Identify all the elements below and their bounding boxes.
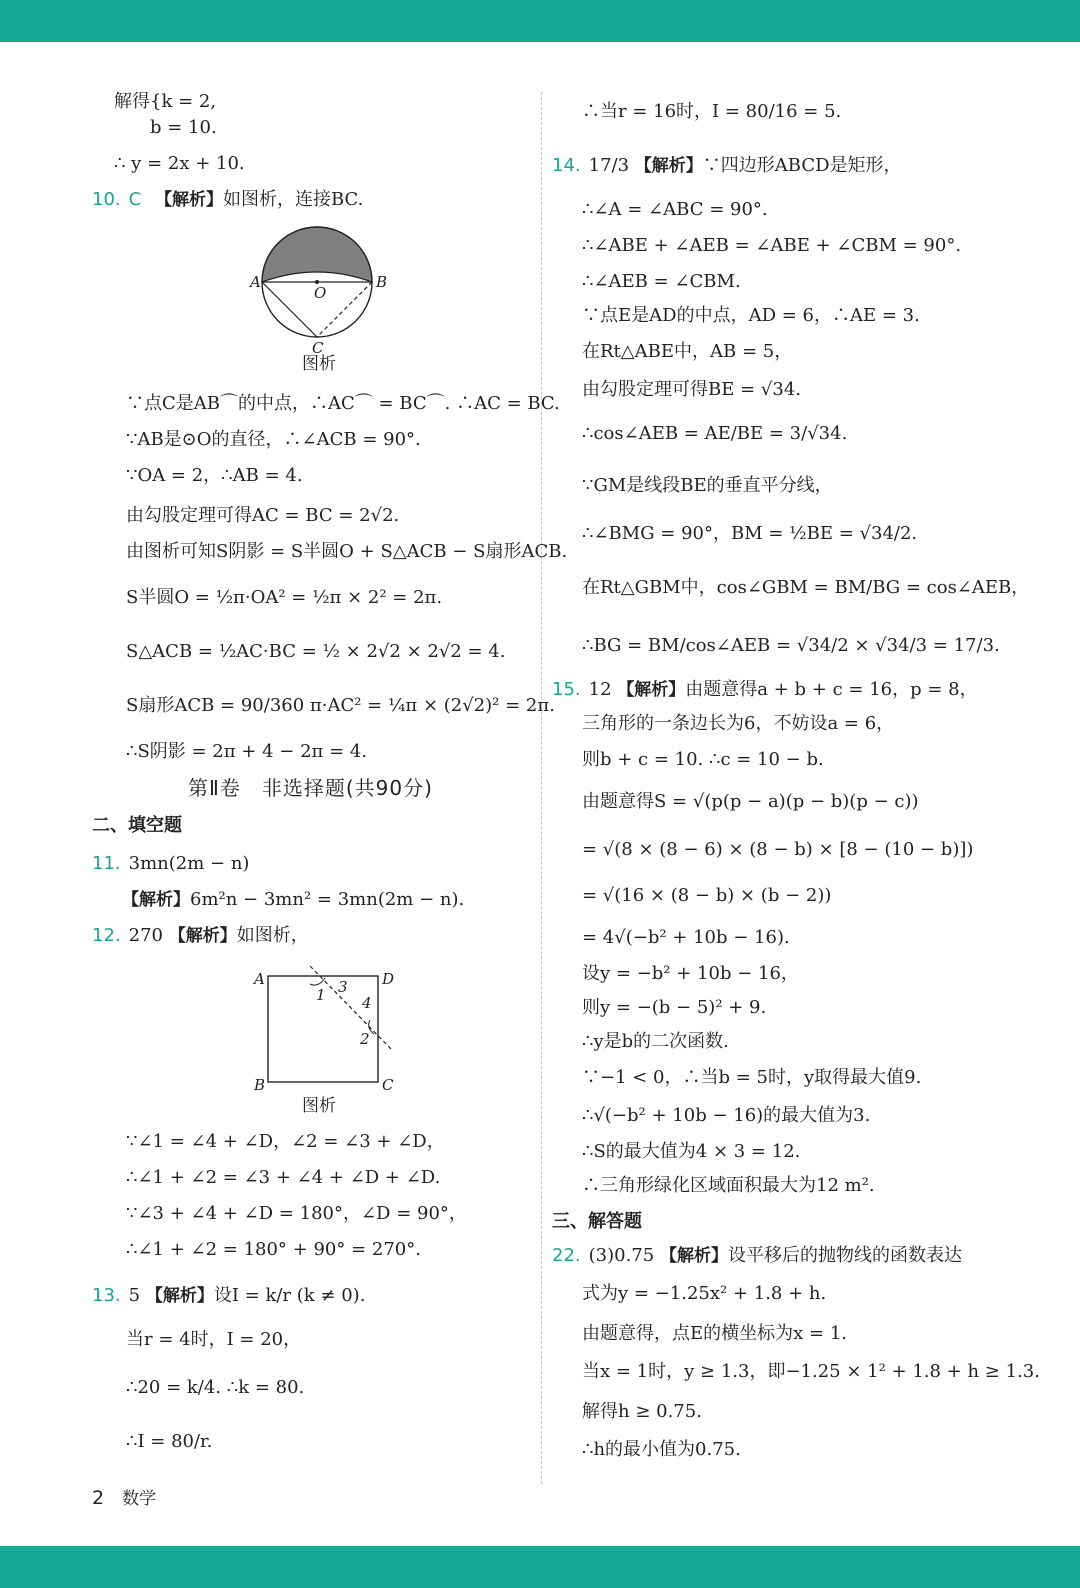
question-11 xyxy=(92,852,249,876)
solution-line: 当x = 1时，y ≥ 1.3，即−1.25 × 1² + 1.8 + h ≥ 1.3. xyxy=(582,1361,1040,1382)
solution-line: ∴S阴影 = 2π + 4 − 2π = 4. xyxy=(126,741,368,762)
solution-line: ∵AB是⊙O的直径，∴∠ACB = 90°. xyxy=(126,429,421,450)
solution-line: ∵GM是线段BE的垂直平分线， xyxy=(582,475,833,496)
label-c: C xyxy=(382,1076,394,1094)
solution-line: 解得h ≥ 0.75. xyxy=(582,1401,702,1422)
answer: 3mn(2m − n) xyxy=(128,853,250,874)
solution-line: ∵∠1 = ∠4 + ∠D，∠2 = ∠3 + ∠D， xyxy=(126,1131,445,1152)
solution-line: ∴BG = BM/cos∠AEB = √34/2 × √34/3 = 17/3. xyxy=(582,635,1000,656)
solution-line: ∴ y = 2x + 10. xyxy=(114,153,245,174)
solution-line: 在Rt△ABE中，AB = 5， xyxy=(582,341,793,362)
solution-line: ∴∠ABE + ∠AEB = ∠ABE + ∠CBM = 90°. xyxy=(582,235,962,256)
solution-line: = √(16 × (8 − b) × (b − 2)) xyxy=(582,885,832,906)
solution-line: ∵OA = 2，∴AB = 4. xyxy=(126,465,303,486)
answer: C xyxy=(128,189,142,210)
answer: 270 xyxy=(128,925,163,946)
section-heading: 三、解答题 xyxy=(552,1211,642,1232)
question-number: 11. xyxy=(92,853,121,874)
analysis-tag: 【解析】 xyxy=(154,190,223,210)
top-band xyxy=(0,0,1080,42)
question-12 xyxy=(92,924,309,948)
solution-line: ∴y是b的二次函数. xyxy=(582,1031,729,1052)
label-b: B xyxy=(254,1076,266,1094)
solution-line: ∵−1 < 0，∴当b = 5时，y取得最大值9. xyxy=(582,1067,922,1088)
answer: 12 xyxy=(588,679,612,700)
solution-line: = 4√(−b² + 10b − 16). xyxy=(582,927,790,948)
label-o: O xyxy=(314,284,327,302)
analysis-tag: 【解析】 xyxy=(617,680,686,700)
page-number: 2 xyxy=(92,1487,105,1509)
solution-line: 式为y = −1.25x² + 1.8 + h. xyxy=(582,1283,827,1304)
analysis-tag: 【解析】 xyxy=(634,156,703,176)
solution-line: ∵四边形ABCD是矩形， xyxy=(702,155,902,176)
circle-figure xyxy=(242,220,392,356)
solution-line: ∴√(−b² + 10b − 16)的最大值为3. xyxy=(582,1105,871,1126)
solution-line: b = 10. xyxy=(150,117,217,138)
label-1: 1 xyxy=(316,986,326,1004)
label-b: B xyxy=(376,273,388,291)
solution-line: 由图析可知S阴影 = S半圆O + S△ACB − S扇形ACB. xyxy=(126,541,568,562)
answer: (3)0.75 xyxy=(588,1245,655,1266)
question-number: 14. xyxy=(552,155,581,176)
solution-line: ∴∠AEB = ∠CBM. xyxy=(582,271,741,292)
fold-line xyxy=(310,966,395,1050)
solution-line: 设平移后的抛物线的函数表达 xyxy=(727,1245,962,1266)
solution-line: 在Rt△GBM中，cos∠GBM = BM/BG = cos∠AEB， xyxy=(582,577,1030,598)
solution-line: ∵点C是AB⌒的中点，∴AC⌒ = BC⌒. ∴AC = BC. xyxy=(126,393,560,414)
solution-line: ∴∠1 + ∠2 = 180° + 90° = 270°. xyxy=(126,1239,421,1260)
solution-line: ∵点E是AD的中点，AD = 6，∴AE = 3. xyxy=(582,305,920,326)
section-heading: 二、填空题 xyxy=(92,815,182,836)
label-d: D xyxy=(382,970,395,988)
label-4: 4 xyxy=(362,994,372,1012)
solution-line: S半圆O = ½π·OA² = ½π × 2² = 2π. xyxy=(126,587,443,608)
solution-line: 由勾股定理可得BE = √34. xyxy=(582,379,801,400)
solution-line: ∴S的最大值为4 × 3 = 12. xyxy=(582,1141,801,1162)
label-2: 2 xyxy=(360,1030,370,1048)
label-a: A xyxy=(254,970,265,988)
solution-line: 如图析， xyxy=(236,925,309,946)
label-3: 3 xyxy=(338,978,348,996)
question-number: 13. xyxy=(92,1285,121,1306)
analysis-tag: 【解析】 xyxy=(122,890,190,910)
solution-line: 解得{k = 2, xyxy=(114,91,217,112)
subject-label: 数学 xyxy=(122,1489,157,1509)
solution-line: ∴cos∠AEB = AE/BE = 3/√34. xyxy=(582,423,848,444)
question-13 xyxy=(92,1284,365,1308)
solution-line: ∴20 = k/4. ∴k = 80. xyxy=(126,1377,305,1398)
solution-line: 由题意得S = √(p(p − a)(p − b)(p − c)) xyxy=(582,791,919,812)
analysis-tag: 【解析】 xyxy=(168,926,237,946)
solution-line: S△ACB = ½AC·BC = ½ × 2√2 × 2√2 = 4. xyxy=(126,641,506,662)
solution-line: 设y = −b² + 10b − 16， xyxy=(582,963,799,984)
solution-line: ∴三角形绿化区域面积最大为12 m². xyxy=(582,1175,875,1196)
square-figure xyxy=(248,964,408,1094)
bottom-band xyxy=(0,1546,1080,1588)
solution-line: ∴∠BMG = 90°，BM = ½BE = √34/2. xyxy=(582,523,918,544)
solution-line: 三角形的一条边长为6，不妨设a = 6， xyxy=(582,713,895,734)
figure-caption: 图析 xyxy=(302,1096,336,1116)
analysis-tag: 【解析】 xyxy=(145,1286,214,1306)
section-title: 第Ⅱ卷 非选择题(共90分) xyxy=(188,776,433,800)
solution-line: ∴∠1 + ∠2 = ∠3 + ∠4 + ∠D + ∠D. xyxy=(126,1167,441,1188)
figure-caption: 图析 xyxy=(302,354,336,374)
solution-line: 由题意得a + b + c = 16，p = 8， xyxy=(685,679,978,700)
analysis-tag: 【解析】 xyxy=(659,1246,728,1266)
solution-line: 由勾股定理可得AC = BC = 2√2. xyxy=(126,505,400,526)
solution-line: 6m²n − 3mn² = 3mn(2m − n). xyxy=(190,889,465,910)
label-a: A xyxy=(250,273,261,291)
question-number: 12. xyxy=(92,925,121,946)
question-number: 10. xyxy=(92,189,121,210)
solution-line: 由题意得，点E的横坐标为x = 1. xyxy=(582,1323,847,1344)
chord-ac xyxy=(262,282,317,337)
question-10 xyxy=(92,188,363,212)
solution-line: ∴∠A = ∠ABC = 90°. xyxy=(582,199,768,220)
solution-line: ∴h的最小值为0.75. xyxy=(582,1439,741,1460)
solution-line: 则b + c = 10. ∴c = 10 − b. xyxy=(582,749,824,770)
question-15 xyxy=(552,678,978,702)
page-footer xyxy=(92,1484,156,1509)
solution-line: S扇形ACB = 90/360 π·AC² = ¼π × (2√2)² = 2π. xyxy=(126,695,555,716)
label-c: C xyxy=(312,339,324,356)
solution-line: 则y = −(b − 5)² + 9. xyxy=(582,997,767,1018)
angle-arc-1 xyxy=(310,978,325,985)
solution-line: 当r = 4时，I = 20， xyxy=(126,1329,302,1350)
question-22 xyxy=(552,1244,962,1268)
solution-line: ∵∠3 + ∠4 + ∠D = 180°，∠D = 90°， xyxy=(126,1203,467,1224)
solution-line: = √(8 × (8 − 6) × (8 − b) × [8 − (10 − b)]) xyxy=(582,839,974,860)
question-14 xyxy=(552,154,902,178)
question-11-analysis xyxy=(122,888,464,912)
solution-line: ∴当r = 16时，I = 80/16 = 5. xyxy=(582,101,842,122)
question-number: 15. xyxy=(552,679,581,700)
solution-line: 如图析，连接BC. xyxy=(222,189,364,210)
column-divider xyxy=(541,92,542,1484)
shaded-region xyxy=(262,227,372,282)
answer: 17/3 xyxy=(588,155,630,176)
solution-line: ∴I = 80/r. xyxy=(126,1431,213,1452)
question-number: 22. xyxy=(552,1245,581,1266)
solution-line: 设I = k/r (k ≠ 0). xyxy=(213,1285,366,1306)
answer: 5 xyxy=(128,1285,141,1306)
